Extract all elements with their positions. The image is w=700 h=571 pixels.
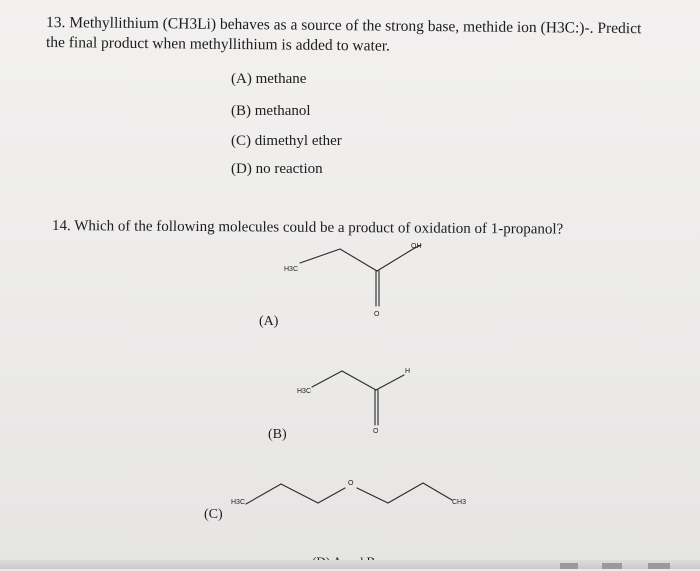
molecule-a-bonds xyxy=(300,245,421,306)
bottom-edge-strip xyxy=(0,560,700,569)
mol-c-ch3-label: CH3 xyxy=(452,499,467,506)
mol-a-h3c-label: H3C xyxy=(284,266,299,273)
mol-b-h3c-label: H3C xyxy=(297,388,312,395)
mol-a-o-label: O xyxy=(374,311,380,318)
mol-b-o-label: O xyxy=(373,428,379,435)
mol-b-h-label: H xyxy=(405,368,411,375)
bottom-edge-mark xyxy=(648,563,670,569)
molecule-b-bonds xyxy=(312,371,404,425)
q14-label-b: (B) xyxy=(268,427,287,442)
q14-question: 14. Which of the following molecules could be a product of oxidation of 1-propanol? xyxy=(51,218,564,238)
q13-option-c: (C) dimethyl ether xyxy=(231,133,342,149)
q14-label-a: (A) xyxy=(259,314,279,329)
q13-line-1: 13. Methyllithium (CH3Li) behaves as a source of the strong base, methide ion (H3C:)-. Predict xyxy=(45,14,642,38)
bottom-edge-mark xyxy=(560,563,578,569)
q13-option-b: (B) methanol xyxy=(231,103,311,119)
q13-option-d: (D) no reaction xyxy=(231,161,323,177)
mol-c-h3c-label: H3C xyxy=(231,499,246,506)
mol-c-o-label: O xyxy=(348,480,354,487)
q13-option-a: (A) methane xyxy=(231,71,307,87)
mol-a-oh-label: OH xyxy=(411,243,422,250)
bottom-edge-mark xyxy=(602,563,622,569)
q13-line-2: the final product when methyllithium is added to water. xyxy=(45,34,391,55)
q14-label-c: (C) xyxy=(204,507,223,522)
